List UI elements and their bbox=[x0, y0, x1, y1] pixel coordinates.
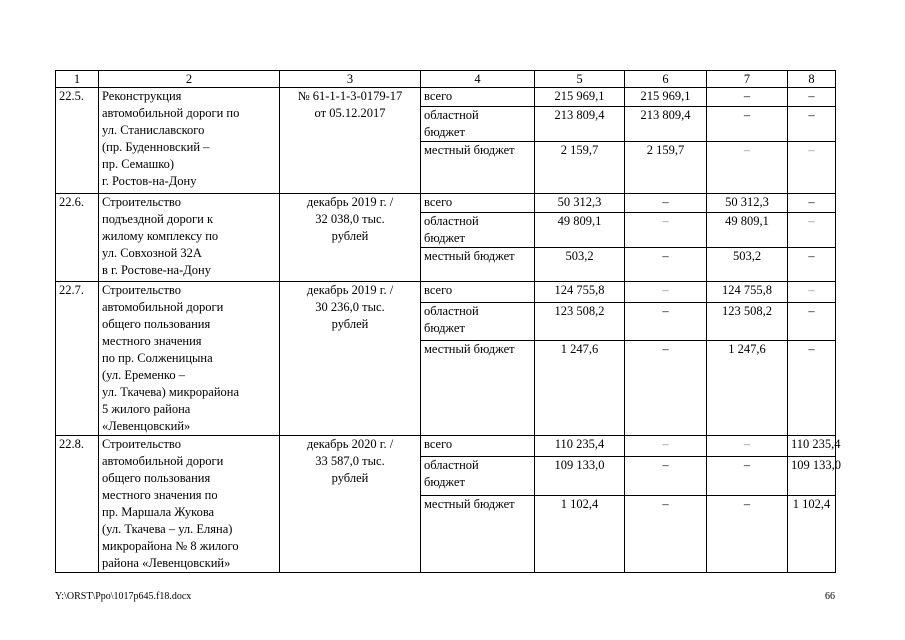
column-header: 1 bbox=[56, 71, 99, 88]
object-name-line: (пр. Буденновский – bbox=[102, 140, 210, 154]
amount-cell-5: 49 809,1 bbox=[535, 213, 625, 248]
column-header: 6 bbox=[625, 71, 707, 88]
expertise-document-line: рублей bbox=[331, 471, 369, 485]
funding-source-line: всего bbox=[424, 195, 453, 209]
amount-cell-6: 213 809,4 bbox=[625, 107, 707, 142]
amount-cell-8: – bbox=[788, 194, 836, 213]
amount-cell-6: – bbox=[625, 194, 707, 213]
funding-source-line: местный бюджет bbox=[424, 143, 515, 157]
object-name-line: пр. Маршала Жукова bbox=[102, 505, 215, 519]
amount-cell-6: – bbox=[625, 495, 707, 572]
object-name-line: местного значения по bbox=[102, 488, 218, 502]
amount-cell-6: 2 159,7 bbox=[625, 142, 707, 194]
funding-source bbox=[421, 302, 535, 340]
funding-source-line: местный бюджет bbox=[424, 249, 515, 263]
amount-cell-7: 503,2 bbox=[707, 248, 788, 282]
amount-cell-8: 109 133,0 bbox=[788, 456, 836, 495]
amount-cell-6: – bbox=[625, 282, 707, 303]
object-name-line: автомобильной дороги bbox=[102, 300, 224, 314]
amount-cell-6: – bbox=[625, 456, 707, 495]
object-name-line: г. Ростов-на-Дону bbox=[102, 174, 197, 188]
funding-source-line: областной bbox=[424, 108, 479, 122]
funding-source bbox=[421, 194, 535, 213]
amount-cell-6: – bbox=[625, 436, 707, 457]
funding-source-line: областной bbox=[424, 457, 479, 472]
funding-source-line: бюджет bbox=[424, 474, 465, 489]
object-name-line: Строительство bbox=[102, 437, 182, 451]
amount-cell-6: – bbox=[625, 213, 707, 248]
expertise-document-line: 30 236,0 тыс. bbox=[315, 300, 385, 314]
amount-cell-8: 110 235,4 bbox=[788, 436, 836, 457]
funding-source-line: местный бюджет bbox=[424, 341, 515, 356]
amount-cell-7: – bbox=[707, 436, 788, 457]
object-name-line: ул. Совхозной 32А bbox=[102, 246, 202, 260]
column-header: 7 bbox=[707, 71, 788, 88]
object-name-line: «Левенцовский» bbox=[102, 419, 191, 433]
object-name-line: (ул. Еременко – bbox=[102, 368, 185, 382]
funding-source bbox=[421, 248, 535, 282]
object-name bbox=[99, 436, 280, 573]
column-header: 4 bbox=[421, 71, 535, 88]
amount-cell-7: 124 755,8 bbox=[707, 282, 788, 303]
object-name bbox=[99, 282, 280, 436]
expertise-document-line: декабрь 2020 г. / bbox=[306, 437, 394, 451]
amount-cell-7: 50 312,3 bbox=[707, 194, 788, 213]
amount-cell-5: 1 247,6 bbox=[535, 340, 625, 435]
expertise-document bbox=[280, 436, 421, 573]
expertise-document-line: № 61-1-1-3-0179-17 bbox=[297, 89, 403, 103]
funding-source bbox=[421, 282, 535, 303]
funding-source-line: бюджет bbox=[424, 320, 465, 335]
object-name-line: в г. Ростове-на-Дону bbox=[102, 263, 211, 277]
funding-source-line: областной bbox=[424, 303, 479, 318]
object-name-line: Строительство bbox=[102, 283, 182, 297]
expertise-document-line: рублей bbox=[331, 229, 369, 243]
object-name-line: общего пользования bbox=[102, 471, 211, 485]
funding-source bbox=[421, 107, 535, 142]
expertise-document-line: декабрь 2019 г. / bbox=[306, 195, 394, 209]
expertise-document bbox=[280, 88, 421, 194]
funding-source bbox=[421, 142, 535, 194]
financing-table bbox=[55, 70, 841, 573]
funding-source-line: всего bbox=[424, 89, 453, 103]
amount-cell-5: 2 159,7 bbox=[535, 142, 625, 194]
item-number: 22.8. bbox=[56, 436, 99, 573]
amount-cell-5: 213 809,4 bbox=[535, 107, 625, 142]
funding-source bbox=[421, 88, 535, 107]
column-header: 3 bbox=[280, 71, 421, 88]
object-name-line: (ул. Ткачева – ул. Еляна) bbox=[102, 522, 233, 536]
object-name-line: общего пользования bbox=[102, 317, 211, 331]
funding-source bbox=[421, 436, 535, 457]
funding-source bbox=[421, 213, 535, 248]
funding-source-line: областной bbox=[424, 214, 479, 228]
amount-cell-6: – bbox=[625, 340, 707, 435]
amount-cell-7: – bbox=[707, 107, 788, 142]
amount-cell-8: – bbox=[788, 107, 836, 142]
amount-cell-7: – bbox=[707, 495, 788, 572]
funding-source bbox=[421, 340, 535, 435]
item-number: 22.7. bbox=[56, 282, 99, 436]
amount-cell-8: – bbox=[788, 302, 836, 340]
object-name-line: ул. Станиславского bbox=[102, 123, 205, 137]
object-name-line: 5 жилого района bbox=[102, 402, 191, 416]
expertise-document-line: 33 587,0 тыс. bbox=[315, 454, 385, 468]
column-header: 2 bbox=[99, 71, 280, 88]
amount-cell-8: – bbox=[788, 248, 836, 282]
column-header: 8 bbox=[788, 71, 836, 88]
funding-source-line: бюджет bbox=[424, 231, 465, 245]
amount-cell-5: 50 312,3 bbox=[535, 194, 625, 213]
object-name-line: подъездной дороги к bbox=[102, 212, 214, 226]
expertise-document-line: 32 038,0 тыс. bbox=[315, 212, 385, 226]
funding-source-line: местный бюджет bbox=[424, 496, 515, 511]
file-path: Y:\ORST\Ppo\1017p645.f18.docx bbox=[55, 591, 192, 602]
amount-cell-5: 124 755,8 bbox=[535, 282, 625, 303]
object-name bbox=[99, 194, 280, 282]
funding-source-line: всего bbox=[424, 437, 453, 451]
object-name-line: жилому комплексу по bbox=[102, 229, 219, 243]
object-name-line: по пр. Солженицына bbox=[102, 351, 213, 365]
table-row bbox=[56, 88, 836, 107]
amount-cell-8: – bbox=[788, 88, 836, 107]
column-header: 5 bbox=[535, 71, 625, 88]
table-row bbox=[56, 282, 836, 303]
object-name-line: Реконструкция bbox=[102, 89, 182, 103]
amount-cell-7: – bbox=[707, 88, 788, 107]
amount-cell-7: 49 809,1 bbox=[707, 213, 788, 248]
object-name-line: Строительство bbox=[102, 195, 182, 209]
amount-cell-8: 1 102,4 bbox=[788, 495, 836, 572]
amount-cell-7: 1 247,6 bbox=[707, 340, 788, 435]
object-name-line: пр. Семашко) bbox=[102, 157, 175, 171]
amount-cell-7: – bbox=[707, 142, 788, 194]
object-name-line: района «Левенцовский» bbox=[102, 556, 231, 570]
item-number: 22.6. bbox=[56, 194, 99, 282]
amount-cell-6: – bbox=[625, 302, 707, 340]
table-row bbox=[56, 436, 836, 457]
amount-cell-8: – bbox=[788, 282, 836, 303]
expertise-document-line: рублей bbox=[331, 317, 369, 331]
object-name-line: ул. Ткачева) микрорайона bbox=[102, 385, 239, 399]
funding-source bbox=[421, 456, 535, 495]
amount-cell-5: 123 508,2 bbox=[535, 302, 625, 340]
expertise-document bbox=[280, 194, 421, 282]
funding-source-line: бюджет bbox=[424, 125, 465, 139]
amount-cell-8: – bbox=[788, 340, 836, 435]
object-name bbox=[99, 88, 280, 194]
amount-cell-8: – bbox=[788, 213, 836, 248]
amount-cell-5: 215 969,1 bbox=[535, 88, 625, 107]
expertise-document-line: декабрь 2019 г. / bbox=[306, 283, 394, 297]
amount-cell-5: 109 133,0 bbox=[535, 456, 625, 495]
amount-cell-6: 215 969,1 bbox=[625, 88, 707, 107]
amount-cell-7: 123 508,2 bbox=[707, 302, 788, 340]
amount-cell-5: 1 102,4 bbox=[535, 495, 625, 572]
item-number: 22.5. bbox=[56, 88, 99, 194]
amount-cell-8: – bbox=[788, 142, 836, 194]
expertise-document bbox=[280, 282, 421, 436]
amount-cell-6: – bbox=[625, 248, 707, 282]
amount-cell-5: 110 235,4 bbox=[535, 436, 625, 457]
object-name-line: микрорайона № 8 жилого bbox=[102, 539, 239, 553]
object-name-line: местного значения bbox=[102, 334, 202, 348]
header-row bbox=[56, 71, 836, 88]
funding-source-line: всего bbox=[424, 283, 453, 297]
expertise-document-line: от 05.12.2017 bbox=[314, 106, 386, 120]
amount-cell-7: – bbox=[707, 456, 788, 495]
page-number: 66 bbox=[825, 591, 835, 602]
funding-source bbox=[421, 495, 535, 572]
table-row bbox=[56, 194, 836, 213]
object-name-line: автомобильной дороги bbox=[102, 454, 224, 468]
object-name-line: автомобильной дороги по bbox=[102, 106, 240, 120]
amount-cell-5: 503,2 bbox=[535, 248, 625, 282]
